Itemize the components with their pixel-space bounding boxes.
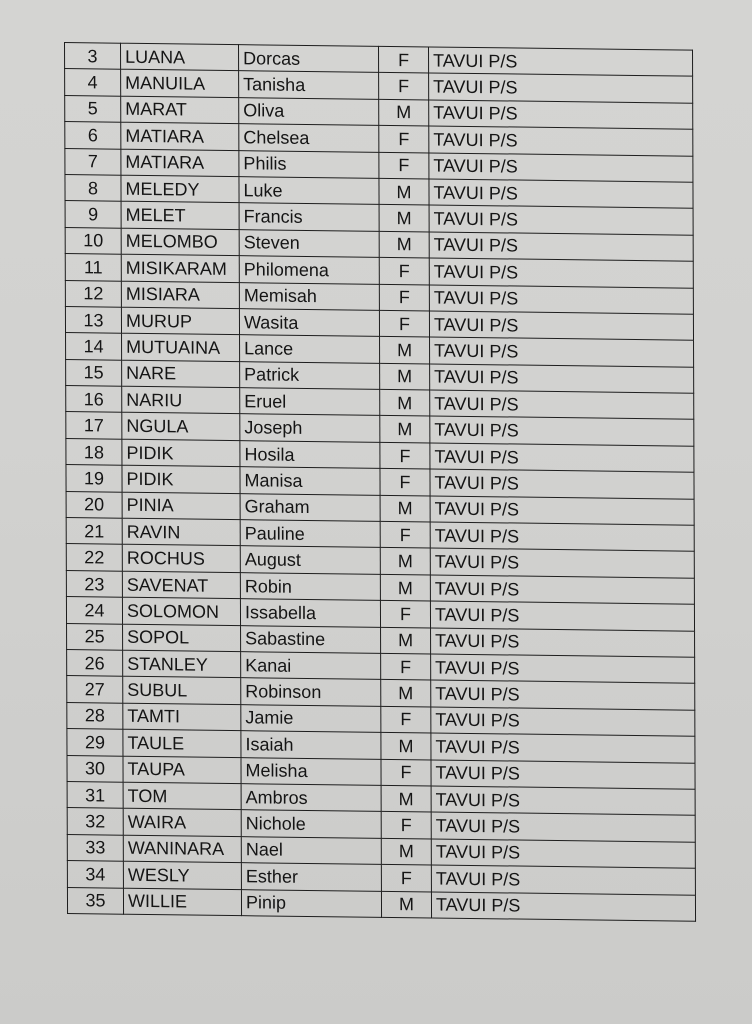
school-cell: TAVUI P/S — [430, 337, 694, 367]
sex-cell: M — [381, 785, 431, 812]
student-list — [64, 42, 695, 922]
sex-cell: M — [380, 574, 430, 601]
surname-cell: PIDIK — [122, 439, 240, 467]
school-cell: TAVUI P/S — [430, 496, 694, 526]
sex-cell: F — [381, 864, 431, 891]
surname-cell: MUTUAINA — [122, 334, 240, 362]
school-cell: TAVUI P/S — [429, 232, 693, 262]
sex-cell: M — [381, 733, 431, 760]
surname-cell: NARE — [122, 360, 240, 388]
row-number: 20 — [66, 491, 122, 518]
given-name-cell: Wasita — [239, 309, 379, 337]
row-number: 18 — [66, 438, 122, 465]
school-cell: TAVUI P/S — [430, 416, 694, 446]
given-name-cell: Pauline — [240, 520, 380, 548]
surname-cell: SOPOL — [123, 624, 241, 652]
row-number: 26 — [67, 650, 123, 677]
given-name-cell: Manisa — [240, 467, 380, 495]
surname-cell: MELET — [121, 202, 239, 230]
school-cell: TAVUI P/S — [429, 258, 693, 288]
school-cell: TAVUI P/S — [429, 126, 693, 156]
sex-cell: M — [380, 416, 430, 443]
given-name-cell: Memisah — [239, 282, 379, 310]
school-cell: TAVUI P/S — [430, 548, 694, 578]
given-name-cell: Sabastine — [241, 625, 381, 653]
given-name-cell: Melisha — [241, 757, 381, 785]
given-name-cell: Luke — [239, 177, 379, 205]
surname-cell: TOM — [123, 782, 241, 810]
given-name-cell: August — [240, 546, 380, 574]
sex-cell: F — [380, 442, 430, 469]
sex-cell: F — [379, 126, 429, 153]
sex-cell: F — [380, 601, 430, 628]
surname-cell: RAVIN — [122, 518, 240, 546]
student-table — [64, 42, 696, 922]
given-name-cell: Oliva — [239, 97, 379, 125]
sex-cell: F — [381, 653, 431, 680]
surname-cell: WILLIE — [123, 888, 241, 916]
row-number: 34 — [67, 861, 123, 888]
surname-cell: PIDIK — [122, 465, 240, 493]
surname-cell: TAUPA — [123, 756, 241, 784]
sex-cell: F — [378, 46, 428, 73]
school-cell: TAVUI P/S — [429, 179, 693, 209]
row-number: 29 — [67, 729, 123, 756]
row-number: 25 — [67, 623, 123, 650]
sex-cell: M — [380, 548, 430, 575]
sex-cell: F — [379, 284, 429, 311]
surname-cell: MATIARA — [121, 122, 239, 150]
school-cell: TAVUI P/S — [430, 601, 694, 631]
row-number: 16 — [66, 386, 122, 413]
surname-cell: WANINARA — [123, 835, 241, 863]
school-cell: TAVUI P/S — [430, 469, 694, 499]
sex-cell: M — [381, 838, 431, 865]
school-cell: TAVUI P/S — [431, 891, 695, 921]
given-name-cell: Graham — [240, 493, 380, 521]
given-name-cell: Issabella — [240, 599, 380, 627]
row-number: 33 — [67, 834, 123, 861]
given-name-cell: Lance — [240, 335, 380, 363]
sex-cell: F — [379, 310, 429, 337]
row-number: 8 — [65, 174, 121, 201]
given-name-cell: Robin — [240, 572, 380, 600]
row-number: 32 — [67, 808, 123, 835]
school-cell: TAVUI P/S — [430, 575, 694, 605]
row-number: 27 — [67, 676, 123, 703]
given-name-cell: Pinip — [241, 889, 381, 917]
school-cell: TAVUI P/S — [428, 47, 692, 77]
surname-cell: MARAT — [121, 96, 239, 124]
surname-cell: MISIARA — [121, 281, 239, 309]
sex-cell: M — [379, 205, 429, 232]
sex-cell: M — [379, 178, 429, 205]
row-number: 13 — [65, 306, 121, 333]
given-name-cell: Kanai — [241, 652, 381, 680]
row-number: 17 — [66, 412, 122, 439]
surname-cell: ROCHUS — [122, 545, 240, 573]
row-number: 31 — [67, 781, 123, 808]
surname-cell: WESLY — [123, 861, 241, 889]
given-name-cell: Philis — [239, 150, 379, 178]
school-cell: TAVUI P/S — [429, 73, 693, 103]
given-name-cell: Nichole — [241, 810, 381, 838]
row-number: 9 — [65, 201, 121, 228]
sex-cell: M — [380, 495, 430, 522]
surname-cell: MANUILA — [121, 70, 239, 98]
sex-cell: M — [381, 627, 431, 654]
sex-cell: M — [381, 680, 431, 707]
row-number: 3 — [65, 43, 121, 70]
school-cell: TAVUI P/S — [431, 654, 695, 684]
sex-cell: M — [379, 231, 429, 258]
row-number: 4 — [65, 69, 121, 96]
row-number: 23 — [66, 570, 122, 597]
row-number: 22 — [66, 544, 122, 571]
school-cell: TAVUI P/S — [430, 390, 694, 420]
sex-cell: F — [380, 469, 430, 496]
row-number: 10 — [65, 227, 121, 254]
row-number: 28 — [67, 702, 123, 729]
given-name-cell: Francis — [239, 203, 379, 231]
row-number: 15 — [66, 359, 122, 386]
surname-cell: TAULE — [123, 729, 241, 757]
given-name-cell: Tanisha — [239, 71, 379, 99]
school-cell: TAVUI P/S — [431, 786, 695, 816]
surname-cell: MELEDY — [121, 175, 239, 203]
surname-cell: PINIA — [122, 492, 240, 520]
surname-cell: TAMTI — [123, 703, 241, 731]
school-cell: TAVUI P/S — [429, 284, 693, 314]
given-name-cell: Hosila — [240, 441, 380, 469]
surname-cell: SOLOMON — [122, 597, 240, 625]
school-cell: TAVUI P/S — [431, 812, 695, 842]
row-number: 19 — [66, 465, 122, 492]
given-name-cell: Isaiah — [241, 731, 381, 759]
given-name-cell: Ambros — [241, 784, 381, 812]
given-name-cell: Steven — [239, 229, 379, 257]
school-cell: TAVUI P/S — [431, 760, 695, 790]
sex-cell: M — [380, 389, 430, 416]
row-number: 6 — [65, 122, 121, 149]
given-name-cell: Dorcas — [239, 45, 379, 73]
row-number: 5 — [65, 95, 121, 122]
school-cell: TAVUI P/S — [429, 205, 693, 235]
surname-cell: SUBUL — [123, 677, 241, 705]
school-cell: TAVUI P/S — [431, 707, 695, 737]
sex-cell: M — [380, 337, 430, 364]
student-table-body — [65, 43, 696, 922]
school-cell: TAVUI P/S — [429, 100, 693, 130]
row-number: 24 — [66, 597, 122, 624]
school-cell: TAVUI P/S — [429, 153, 693, 183]
sex-cell: F — [379, 73, 429, 100]
given-name-cell: Joseph — [240, 414, 380, 442]
row-number: 11 — [65, 254, 121, 281]
school-cell: TAVUI P/S — [429, 311, 693, 341]
sex-cell: F — [379, 257, 429, 284]
given-name-cell: Patrick — [240, 361, 380, 389]
given-name-cell: Chelsea — [239, 124, 379, 152]
surname-cell: LUANA — [121, 43, 239, 71]
school-cell: TAVUI P/S — [431, 733, 695, 763]
surname-cell: NGULA — [122, 413, 240, 441]
row-number: 7 — [65, 148, 121, 175]
sex-cell: F — [381, 706, 431, 733]
given-name-cell: Eruel — [240, 388, 380, 416]
school-cell: TAVUI P/S — [430, 443, 694, 473]
sex-cell: F — [380, 521, 430, 548]
sex-cell: F — [381, 812, 431, 839]
surname-cell: MURUP — [121, 307, 239, 335]
surname-cell: MISIKARAM — [121, 254, 239, 282]
school-cell: TAVUI P/S — [431, 628, 695, 658]
row-number: 21 — [66, 518, 122, 545]
given-name-cell: Nael — [241, 836, 381, 864]
sex-cell: F — [381, 759, 431, 786]
given-name-cell: Philomena — [239, 256, 379, 284]
surname-cell: MATIARA — [121, 149, 239, 177]
given-name-cell: Esther — [241, 863, 381, 891]
sex-cell: M — [380, 363, 430, 390]
sex-cell: M — [381, 891, 431, 918]
sex-cell: M — [379, 99, 429, 126]
surname-cell: SAVENAT — [122, 571, 240, 599]
row-number: 12 — [65, 280, 121, 307]
school-cell: TAVUI P/S — [430, 364, 694, 394]
row-number: 30 — [67, 755, 123, 782]
school-cell: TAVUI P/S — [430, 522, 694, 552]
surname-cell: MELOMBO — [121, 228, 239, 256]
surname-cell: WAIRA — [123, 809, 241, 837]
surname-cell: STANLEY — [123, 650, 241, 678]
surname-cell: NARIU — [122, 386, 240, 414]
given-name-cell: Robinson — [241, 678, 381, 706]
given-name-cell: Jamie — [241, 704, 381, 732]
school-cell: TAVUI P/S — [431, 865, 695, 895]
school-cell: TAVUI P/S — [431, 680, 695, 710]
row-number: 35 — [67, 887, 123, 914]
sex-cell: F — [379, 152, 429, 179]
school-cell: TAVUI P/S — [431, 839, 695, 869]
row-number: 14 — [66, 333, 122, 360]
